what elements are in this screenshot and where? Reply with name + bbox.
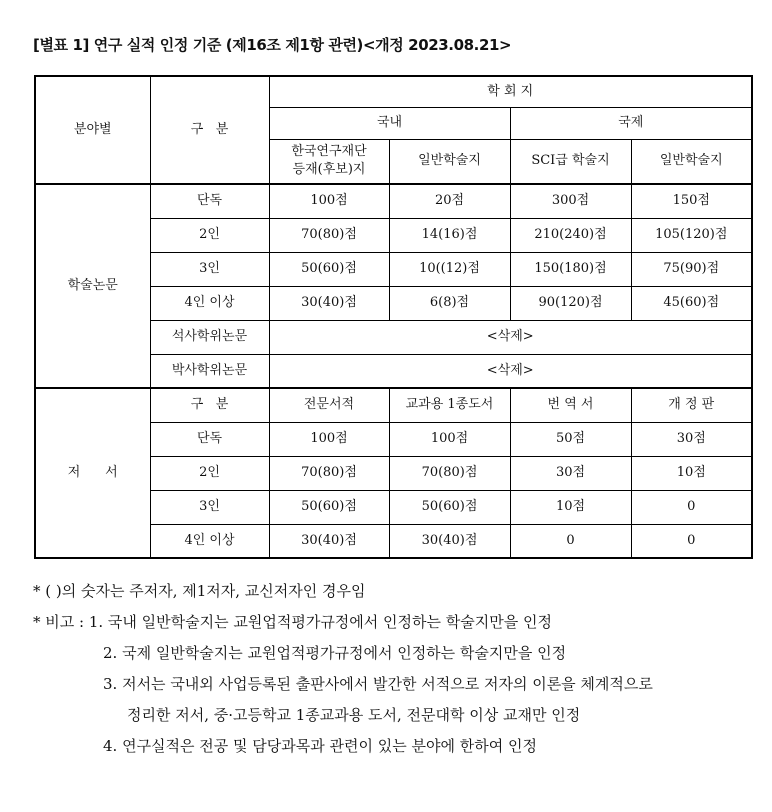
header-general-domestic: 일반학술지 (389, 139, 510, 184)
research-criteria-table (34, 75, 753, 559)
papers-label: 학술논문 (35, 184, 150, 388)
table-cell: 4인 이상 (150, 524, 269, 558)
books-header-professional: 전문서적 (269, 388, 389, 422)
table-cell: 30점 (631, 422, 752, 456)
table-cell: 70(80)점 (269, 218, 389, 252)
notes-section (33, 576, 653, 762)
table-cell: 10점 (631, 456, 752, 490)
table-cell: 10((12)점 (389, 252, 510, 286)
books-label: 저 서 (35, 388, 150, 558)
header-journal: 학 회 지 (269, 76, 752, 107)
table-cell: 90(120)점 (510, 286, 631, 320)
note-remark-3a: 3. 저서는 국내외 사업등록된 출판사에서 발간한 서적으로 저자의 이론을 체계적으로 (103, 675, 653, 693)
table-cell: 2인 (150, 456, 269, 490)
note-asterisk: * ( )의 숫자는 주저자, 제1저자, 교신저자인 경우임 (33, 582, 366, 600)
table-cell: 50점 (510, 422, 631, 456)
table-cell: 100점 (269, 184, 389, 218)
table-cell: 30(40)점 (269, 286, 389, 320)
table-cell: 0 (631, 490, 752, 524)
table-cell: 단독 (150, 184, 269, 218)
table-cell: 0 (631, 524, 752, 558)
table-cell: 75(90)점 (631, 252, 752, 286)
page-title: [별표 1] 연구 실적 인정 기준 (제16조 제1항 관련)<개정 2023.08.21> (33, 36, 512, 54)
table-cell: 100점 (269, 422, 389, 456)
table-cell: 30(40)점 (389, 524, 510, 558)
header-nrf-line1: 한국연구재단 (291, 144, 367, 160)
table-cell: 3인 (150, 252, 269, 286)
books-header-category: 구 분 (150, 388, 269, 422)
table-cell: 20점 (389, 184, 510, 218)
table-cell: 300점 (510, 184, 631, 218)
books-header-revision: 개 정 판 (631, 388, 752, 422)
header-nrf-line2: 등재(후보)지 (292, 162, 366, 178)
header-international: 국제 (510, 107, 752, 139)
table-cell: 0 (510, 524, 631, 558)
note-remark-2: 2. 국제 일반학술지는 교원업적평가규정에서 인정하는 학술지만을 인정 (103, 644, 567, 662)
table-cell: 6(8)점 (389, 286, 510, 320)
table-cell: 50(60)점 (269, 490, 389, 524)
table-cell: 3인 (150, 490, 269, 524)
books-header-translation: 번 역 서 (510, 388, 631, 422)
books-header-textbook: 교과용 1종도서 (389, 388, 510, 422)
doctoral-thesis-label: 박사학위논문 (150, 354, 269, 388)
note-remark-3b: 정리한 저서, 중·고등학교 1종교과용 도서, 전문대학 이상 교재만 인정 (127, 706, 581, 724)
table-cell: 단독 (150, 422, 269, 456)
table-cell: 105(120)점 (631, 218, 752, 252)
table-cell: 70(80)점 (389, 456, 510, 490)
masters-thesis-value: <삭제> (269, 320, 752, 354)
table-cell: 50(60)점 (389, 490, 510, 524)
masters-thesis-label: 석사학위논문 (150, 320, 269, 354)
table-cell: 4인 이상 (150, 286, 269, 320)
note-remark-1: * 비고 : 1. 국내 일반학술지는 교원업적평가규정에서 인정하는 학술지만을 인정 (33, 613, 552, 631)
table-cell: 2인 (150, 218, 269, 252)
header-category: 구 분 (150, 76, 269, 184)
note-remark-4: 4. 연구실적은 전공 및 담당과목과 관련이 있는 분야에 한하여 인정 (103, 737, 537, 755)
table-cell: 14(16)점 (389, 218, 510, 252)
table-cell: 210(240)점 (510, 218, 631, 252)
table-cell: 70(80)점 (269, 456, 389, 490)
header-sci: SCI급 학술지 (510, 139, 631, 184)
doctoral-thesis-value: <삭제> (269, 354, 752, 388)
table-cell: 150점 (631, 184, 752, 218)
header-general-intl: 일반학술지 (631, 139, 752, 184)
table-cell: 100점 (389, 422, 510, 456)
header-domestic: 국내 (269, 107, 510, 139)
table-cell: 30(40)점 (269, 524, 389, 558)
header-nrf (269, 139, 389, 184)
header-field: 분야별 (35, 76, 150, 184)
table-cell: 150(180)점 (510, 252, 631, 286)
table-cell: 10점 (510, 490, 631, 524)
table-cell: 30점 (510, 456, 631, 490)
table-cell: 50(60)점 (269, 252, 389, 286)
table-cell: 45(60)점 (631, 286, 752, 320)
